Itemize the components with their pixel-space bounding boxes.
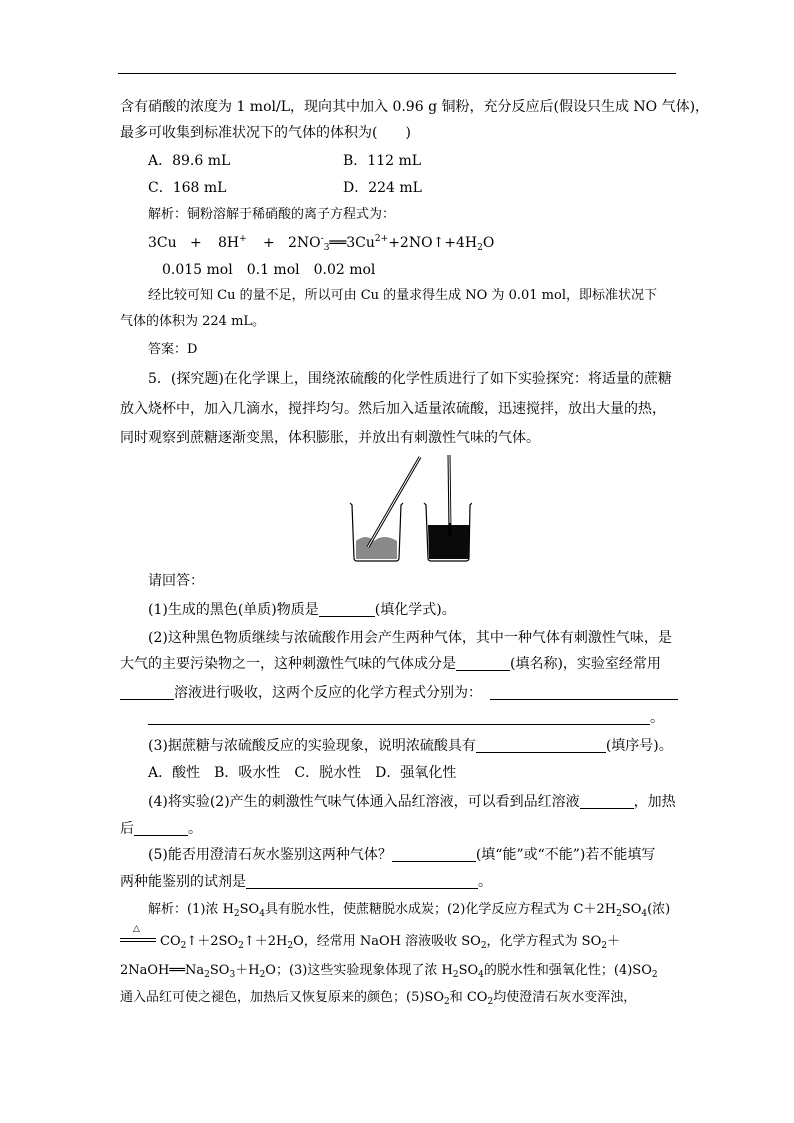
eq-tail-b: O <box>482 235 495 251</box>
q4-mol-values: 0.015 mol 0.1 mol 0.02 mol <box>162 262 376 278</box>
q4-stem-line2: 最多可收集到标准状况下的气体的体积为( ) <box>120 125 411 141</box>
q4-equation-plus1: + <box>190 235 202 251</box>
blank-2c[interactable] <box>490 685 678 700</box>
eq-h-charge: + <box>239 234 247 244</box>
q5-stem-line2: 放入烧杯中，加入几滴水，搅拌均匀。然后加入适量浓硫酸，迅速搅拌，放出大量的热， <box>120 401 666 417</box>
blank-4a[interactable] <box>580 794 634 809</box>
sub2-text-a: 大气的主要污染物之一，这种刺激性气味的气体成分是 <box>120 656 456 672</box>
q5-sub4-line1 <box>148 793 676 811</box>
a5-l2-c: ↑＋2H <box>243 934 288 949</box>
sub4-text-d: 。 <box>188 821 202 837</box>
a5-l1-e: (浓) <box>647 902 671 917</box>
q4-answer: 答案：D <box>148 342 198 357</box>
q4-option-b: B．112 mL <box>343 153 422 169</box>
analysis-text: 铜粉溶解于稀硝酸的离子方程式为： <box>187 207 396 222</box>
sub1-text-a: (1)生成的黑色(单质)物质是 <box>148 602 319 618</box>
sub-2: 2 <box>651 970 658 980</box>
q5-stem-line3: 同时观察到蔗糖逐渐变黑，体积膨胀，并放出有刺激性气味的气体。 <box>120 430 540 446</box>
sub-2: 2 <box>443 997 450 1007</box>
a5-l2-b: ↑＋2SO <box>186 934 239 949</box>
q4-stem-line1: 含有硝酸的浓度为 1 mol/L，现向其中加入 0.96 g 铜粉，充分反应后(假设只生成 NO 气体)， <box>120 99 710 115</box>
q4-analysis-line <box>148 206 395 224</box>
q5-sub2-line4 <box>148 709 664 727</box>
sub-2: 2 <box>204 970 210 980</box>
a5-l2-a: CO <box>160 934 181 949</box>
sub-2: 2 <box>480 941 487 951</box>
q5-sub3 <box>148 737 673 755</box>
sub1-text-b: (填化学式)。 <box>374 602 456 618</box>
sub-2: 2 <box>238 941 244 951</box>
sub5-text-a: (5)能否用澄清石灰水鉴别这两种气体？ <box>148 847 392 863</box>
q5-stem-line1: 5．(探究题)在化学课上，围绕浓硫酸的化学性质进行了如下实验探究：将适量的蔗糖 <box>148 371 672 387</box>
beakers-illustration <box>346 455 472 565</box>
delta-symbol: △ <box>133 924 140 934</box>
a5-l2-f: ＋ <box>606 934 620 949</box>
a5-l4-c: 均使澄清石灰水变浑浊， <box>493 990 637 1005</box>
a5-l4-b: 和 CO <box>449 990 488 1005</box>
a5-l2-d: O，经常用 NaOH 溶液吸收 SO <box>293 934 481 949</box>
sub-2: 2 <box>601 941 607 951</box>
q4-option-c: C．168 mL <box>148 180 227 196</box>
eq-no3-charge: - <box>320 234 324 244</box>
sub2-text-b: (填名称)，实验室经常用 <box>510 656 661 672</box>
sub5-text-b: (填“能”或“不能”)若不能填写 <box>475 847 656 863</box>
sub4-text-c: 后 <box>120 821 134 837</box>
q4-equation-rest <box>288 234 494 252</box>
eq-no3: 2NO <box>288 235 321 251</box>
a5-l3-b: SO <box>209 963 230 978</box>
sub2-end: 。 <box>650 710 664 726</box>
beaker-before <box>350 457 420 561</box>
blank-2b[interactable] <box>120 685 174 700</box>
q5-sub3-options: A．酸性 B．吸水性 C．脱水性 D．强氧化性 <box>148 765 457 781</box>
a5-l1-c: 具有脱水性，使蔗糖脱水成炭；(2)化学反应方程式为 C＋2H <box>264 902 617 917</box>
sub-3: 3 <box>229 970 236 980</box>
q4-conclusion-line1: 经比较可知 Cu 的量不足，所以可由 Cu 的量求得生成 NO 为 0.01 mol，即标准状况下 <box>148 288 657 303</box>
blank-5b[interactable] <box>246 874 478 889</box>
header-rule <box>118 73 676 74</box>
q4-equation-h <box>218 234 247 252</box>
sub-2: 2 <box>233 909 240 919</box>
sub3-text-b: (填序号)。 <box>605 738 673 754</box>
a5-l3-d: O；(3)这些实验现象体现了浓 H <box>265 963 453 978</box>
a5-l2-e: ，化学方程式为 SO <box>486 934 602 949</box>
heat-condition <box>120 924 156 947</box>
q4-conclusion-line2: 气体的体积为 224 mL。 <box>120 314 266 329</box>
a5-l3-a: 2NaOH══Na <box>120 963 205 978</box>
blank-5a[interactable] <box>392 847 476 862</box>
eq-tail-a: +2NO↑+4H <box>388 235 478 251</box>
a5-l1-a: (1)浓 H <box>187 902 234 917</box>
analysis5-label: 解析： <box>148 902 188 917</box>
sugar-layer <box>356 537 397 559</box>
blank-4b[interactable] <box>134 821 188 836</box>
blank-1[interactable] <box>319 602 375 617</box>
q5-sub5-line2 <box>120 873 492 891</box>
q5-analysis-line1 <box>148 901 670 919</box>
q5-sub4-line2 <box>120 820 202 838</box>
sub-2: 2 <box>616 909 622 919</box>
a5-l3-f: 的脱水性和强氧化性；(4)SO <box>483 963 652 978</box>
a5-l3-c: ＋H <box>235 963 260 978</box>
sub2-text-c: 溶液进行吸收，这两个反应的化学方程式分别为： <box>174 685 482 701</box>
a5-l1-d: SO <box>621 902 642 917</box>
sub-4: 4 <box>641 909 648 919</box>
sub5-text-d: 。 <box>478 874 492 890</box>
q4-option-d: D．224 mL <box>343 180 422 196</box>
eq-tail-sub: 2 <box>477 243 483 253</box>
blank-2a[interactable] <box>456 656 510 671</box>
a5-l3-e: SO <box>458 963 479 978</box>
eq-h-text: 8H <box>218 235 240 251</box>
beaker-after <box>424 455 472 561</box>
sub4-text-b: ，加热 <box>633 794 676 810</box>
sub3-text-a: (3)据蔗糖与浓硫酸反应的实验现象，说明浓硫酸具有 <box>148 738 476 754</box>
sub-4: 4 <box>478 970 484 980</box>
blank-2d[interactable] <box>148 710 650 725</box>
blank-3[interactable] <box>476 738 606 753</box>
q5-prompt: 请回答： <box>148 573 204 589</box>
q5-analysis-line3 <box>120 962 658 980</box>
sub-2: 2 <box>259 970 266 980</box>
sub5-text-c: 两种能鉴别的试剂是 <box>120 874 246 890</box>
q5-sub2-line3 <box>120 684 678 702</box>
q4-equation-cu: 3Cu <box>148 235 177 251</box>
q5-sub2-line2 <box>120 655 661 673</box>
q5-analysis-line4 <box>120 989 636 1007</box>
q4-equation-plus2: + <box>263 235 275 251</box>
sub-4: 4 <box>259 909 265 919</box>
sub-2: 2 <box>287 941 294 951</box>
sub-2: 2 <box>180 941 187 951</box>
sub-2: 2 <box>452 970 459 980</box>
eq-no3-sub: 3 <box>323 243 330 253</box>
q5-sub1 <box>148 601 456 619</box>
sub4-text-a: (4)将实验(2)产生的刺激性气味气体通入品红溶液，可以看到品红溶液 <box>148 794 580 810</box>
a5-l1-b: SO <box>239 902 260 917</box>
q4-option-a: A．89.6 mL <box>148 153 231 169</box>
sub-2: 2 <box>487 997 494 1007</box>
eq-cu-charge: 2+ <box>374 234 389 244</box>
q5-analysis-line2 <box>120 924 620 951</box>
q5-sub5-line1 <box>148 846 655 864</box>
eq-yield: ══3Cu <box>329 235 375 251</box>
q5-sub2-line1: (2)这种黑色物质继续与浓硫酸作用会产生两种气体，其中一种气体有刺激性气味，是 <box>148 630 672 646</box>
a5-l4-a: 通入品红可使之褪色，加热后又恢复原来的颜色；(5)SO <box>120 990 444 1005</box>
analysis-label: 解析： <box>148 207 188 222</box>
